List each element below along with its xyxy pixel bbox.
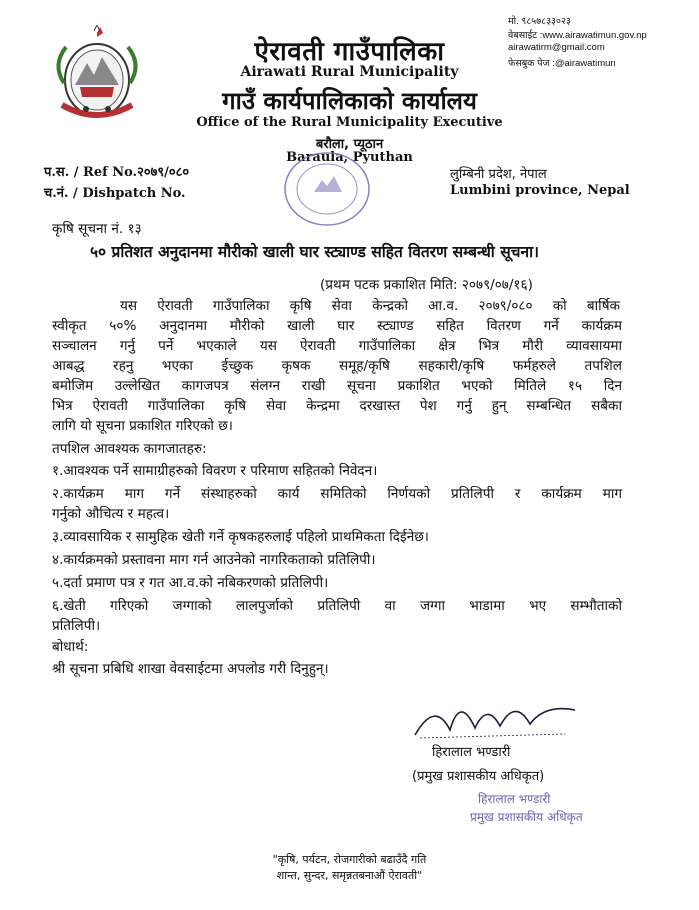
- documents-heading: तपशिल आवश्यक कागजातहरु:: [52, 441, 207, 457]
- ref-number: प.स. / Ref No.२०७९/०८०: [44, 165, 190, 180]
- document-item: ४.कार्यक्रमको प्रस्तावना माग गर्न आउनेको नागरिकताको प्रतिलिपी।: [52, 552, 376, 568]
- municipality-title-np: ऐरावती गाउँपालिका: [254, 37, 445, 67]
- cc-heading: बोधार्थ:: [52, 639, 89, 655]
- document-item: गर्नुको औचित्य र महत्व।: [52, 506, 170, 522]
- published-date: (प्रथम पटक प्रकाशित मिति: २०७९/०७/१६): [320, 277, 533, 293]
- notice-subject: ५० प्रतिशत अनुदानमा मौरीको खाली घार स्ट्याण्ड सहित वितरण सम्बन्धी सूचना।: [90, 243, 540, 261]
- document-item: ६.खेती गरिएको जग्गाको लालपुर्जाको प्रतिलिपी वा जग्गा भाडामा भए सम्भौताको: [52, 598, 622, 614]
- location-en: Baraula, Pyuthan: [286, 150, 413, 165]
- notice-number: कृषि सूचना नं. १३: [52, 221, 142, 237]
- document-item: प्रतिलिपी।: [52, 618, 101, 634]
- document-item: ५.दर्ता प्रमाण पत्र र गत आ.व.को नबिकरणको प्रतिलिपी।: [52, 575, 329, 591]
- province-en: Lumbini province, Nepal: [450, 183, 630, 198]
- office-title-en: Office of the Rural Municipality Executive: [196, 115, 503, 130]
- body-line: लागि यो सूचना प्रकाशित गरिएको छ।: [52, 418, 233, 434]
- document-item: २.कार्यक्रम माग गर्ने संस्थाहरुको कार्य समितिको निर्णयको प्रतिलिपी र कार्यक्रम माग: [52, 486, 622, 502]
- office-title-np: गाउँ कार्यपालिकाको कार्यालय: [222, 87, 477, 115]
- phone-number: मो. ९८५७८३३०२३: [508, 16, 571, 27]
- signature-icon: [405, 690, 585, 745]
- facebook-link[interactable]: फेसबुक पेज :@airawatimun: [508, 58, 616, 69]
- footer-slogan-line2: शान्त, सुन्दर, समृन्नतबनाऔं ऐरावती": [276, 869, 423, 882]
- body-line: बमोजिम उल्लेखित कागजपत्र संलग्न राखी सूचना प्रकाशित भएको मितिले १५ दिन: [52, 378, 622, 394]
- location-np: बरौला, प्यूठान: [315, 137, 384, 152]
- footer-slogan-line1: "कृषि, पर्यटन, रोजगारीको बढाउँदै गति: [272, 853, 427, 866]
- cc-line: श्री सूचना प्रबिधि शाखा वेवसाईटमा अपलोड गरी दिनुहुन्।: [52, 661, 329, 677]
- designation-stamp: प्रमुख प्रशासकीय अधिकृत: [470, 810, 583, 824]
- name-stamp: हिरालाल भण्डारी: [478, 792, 551, 806]
- document-item: ३.व्यावसायिक र सामुहिक खेती गर्ने कृषकहरुलाई पहिलो प्राथमिकता दिईनेछ।: [52, 529, 429, 545]
- website-link[interactable]: वेबसाईट :www.airawatimun.gov.np: [508, 30, 647, 41]
- body-line: यस ऐरावती गाउँपालिका कृषि सेवा केन्द्रको आ.व. २०७९/०८० को बार्षिक: [120, 298, 620, 314]
- signatory-name: हिरालाल भण्डारी: [432, 745, 511, 760]
- body-line: स्वीकृत ५०% अनुदानमा मौरीको खाली घार स्ट्याण्ड सहित वितरण गर्ने कार्यक्रम: [52, 318, 622, 334]
- body-line: भित्र ऐरावती गाउँपालिका कृषि सेवा केन्द्रमा दरखास्त पेश गर्नु हुन् सम्बन्धित सबैका: [52, 398, 622, 414]
- body-line: आबद्ध रहनु भएका ईच्छुक कृषक समूह/कृषि सहकारी/कृषि फर्महरुले तपशिल: [52, 358, 622, 374]
- email-link[interactable]: airawatirm@gmail.com: [508, 42, 605, 53]
- signatory-designation: (प्रमुख प्रशासकीय अधिकृत): [412, 769, 545, 784]
- dispatch-number: च.नं. / Dishpatch No.: [44, 186, 186, 201]
- body-line: सञ्चालन गर्नु पर्ने भएकाले यस ऐरावती गाउँपालिका क्षेत्र भित्र मौरी व्यावसायमा: [52, 338, 622, 354]
- office-stamp-icon: [282, 150, 372, 228]
- municipality-title-en: Airawati Rural Municipality: [240, 64, 459, 80]
- province-np: लुम्बिनी प्रदेश, नेपाल: [450, 167, 547, 182]
- document-item: १.आवश्यक पर्ने सामाग्रीहरुको विवरण र परिमाण सहितको निवेदन।: [52, 463, 378, 479]
